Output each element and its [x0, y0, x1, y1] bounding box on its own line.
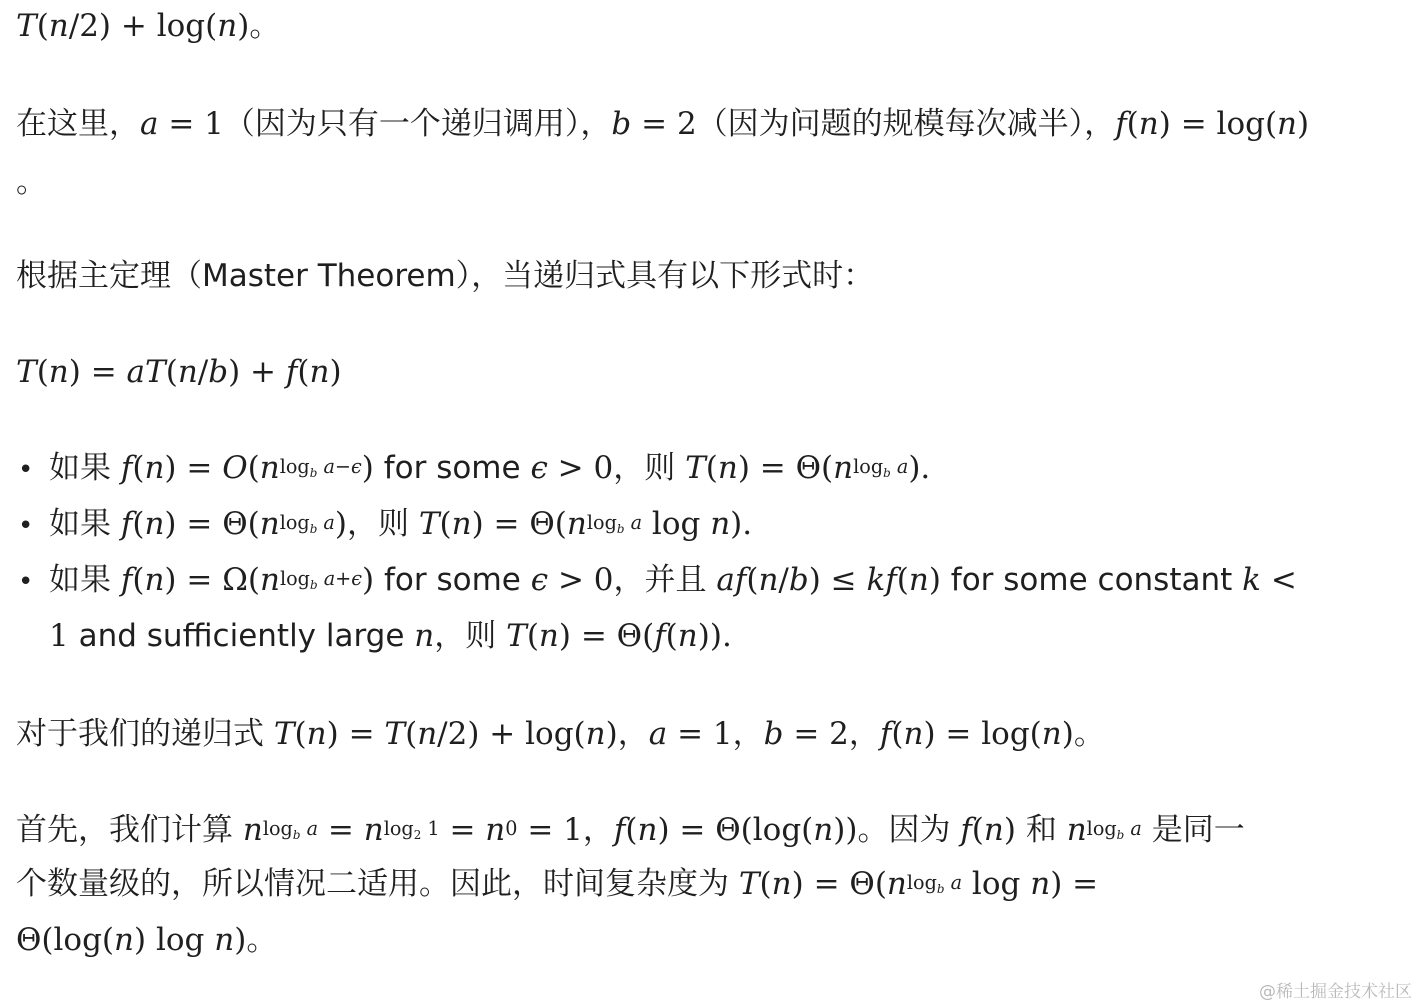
bullet-dot: •	[18, 455, 34, 485]
text-line-4: 根据主定理（Master Theorem），当递归式具有以下形式时：	[16, 258, 875, 294]
text-line-1: T(n/2) + log(n)。	[16, 8, 281, 44]
bullet-item-2: 如果 $f(n) = \Theta(n^{log_b a})$，则 $T(n) = \Theta(n^{log_b a}$ log n).	[49, 506, 753, 542]
text-line-7: 首先，我们计算 $n^{log_b a} = n^{log_2 1} = n^0 = 1$，f(n) = Θ(log(n))。因为 f(n) 和 $n^{log_b a}$ 是同一	[16, 812, 1245, 848]
text-line-8: 个数量级的，所以情况二适用。因此，时间复杂度为 $T(n) = \Theta(n^{log_b a}$ log n) =	[16, 866, 1099, 902]
bullet-dot: •	[18, 567, 34, 597]
text-line-2: 在这里，a = 1（因为只有一个递归调用），b = 2（因为问题的规模每次减半），f(n) = log(n)	[16, 106, 1310, 142]
text-line-9: Θ(log(n) log n)。	[16, 922, 278, 958]
text-line-3: 。	[16, 164, 47, 200]
bullet-item-3: 如果 $f(n) = \Omega(n^{log_b a+\epsilon})$ for some ϵ > 0，并且 af(n/b) ≤ kf(n) for some constant k <	[49, 562, 1297, 598]
bullet-dot: •	[18, 511, 34, 541]
text-line-6: 对于我们的递归式 T(n) = T(n/2) + log(n)，a = 1，b = 2，f(n) = log(n)。	[16, 716, 1105, 752]
display-formula: T(n) = aT(n/b) + f(n)	[16, 354, 342, 390]
bullet-item-1: 如果 $f(n) = O(n^{log_b a-\epsilon})$ for some ϵ > 0，则 $T(n) = \Theta(n^{log_b a})$.	[49, 450, 931, 486]
watermark: @稀土掘金技术社区	[1259, 982, 1412, 1002]
bullet-item-3-continued: 1 and sufficiently large n，则 T(n) = Θ(f(n)).	[49, 618, 732, 654]
